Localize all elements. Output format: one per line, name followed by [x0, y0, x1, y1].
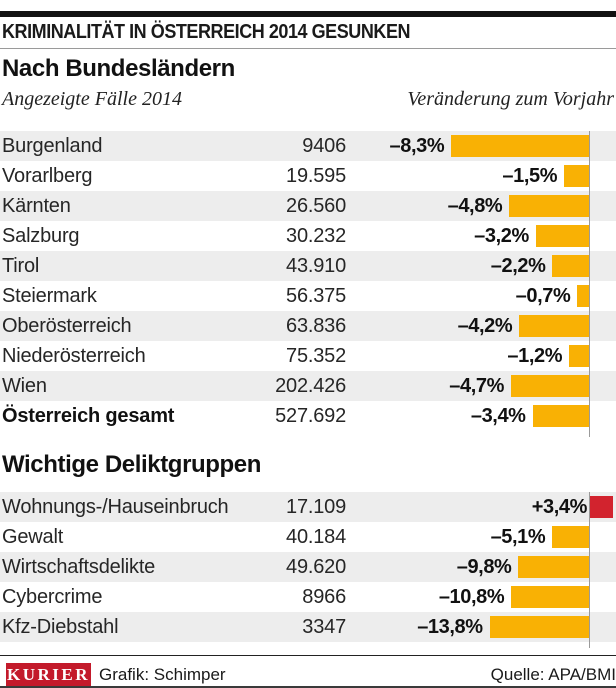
- row-cases-value: 63.836: [286, 315, 346, 337]
- zero-baseline-section2: [589, 492, 590, 648]
- row-label: Kfz-Diebstahl: [2, 616, 119, 638]
- bar-negative: [511, 586, 589, 608]
- row-cases-value: 26.560: [286, 195, 346, 217]
- row-label: Steiermark: [2, 285, 97, 307]
- table-row: [0, 612, 616, 642]
- column-label-cases: Angezeigte Fälle 2014: [2, 88, 182, 110]
- row-label: Gewalt: [2, 526, 64, 548]
- row-change-label: –9,8%: [456, 556, 512, 578]
- bar-negative: [511, 375, 589, 397]
- table-row: [0, 131, 616, 161]
- table-row: [0, 371, 616, 401]
- table-row: [0, 582, 616, 612]
- row-change-label: –5,1%: [490, 526, 546, 548]
- table-row: [0, 281, 616, 311]
- row-cases-value: 3347: [302, 616, 346, 638]
- page-title: KRIMINALITÄT IN ÖSTERREICH 2014 GESUNKEN: [2, 21, 411, 43]
- row-change-label: –4,8%: [447, 195, 503, 217]
- data-source: Quelle: APA/BMI: [490, 665, 616, 684]
- row-change-label: –1,2%: [507, 345, 563, 367]
- bar-negative: [536, 225, 589, 247]
- bar-negative: [552, 255, 589, 277]
- row-label: Oberösterreich: [2, 315, 132, 337]
- row-change-label: –1,5%: [502, 165, 558, 187]
- row-cases-value: 19.595: [286, 165, 346, 187]
- row-label: Salzburg: [2, 225, 80, 247]
- row-change-label: –3,2%: [474, 225, 529, 247]
- bar-negative: [564, 165, 589, 187]
- row-label: Burgenland: [2, 135, 103, 157]
- row-cases-value: 49.620: [286, 556, 346, 578]
- title-underline: [0, 48, 616, 49]
- row-change-label: –4,7%: [449, 375, 504, 397]
- row-label: Tirol: [2, 255, 40, 277]
- row-change-label: +3,4%: [531, 496, 587, 518]
- table-row: [0, 251, 616, 281]
- row-cases-value: 527.692: [275, 405, 346, 427]
- graphic-credit: Grafik: Schimper: [99, 665, 226, 684]
- row-label: Cybercrime: [2, 586, 103, 608]
- zero-baseline-section1: [589, 131, 590, 437]
- top-rule: [0, 11, 616, 17]
- table-row: [0, 401, 616, 431]
- row-cases-value: 9406: [302, 135, 346, 157]
- column-label-change: Veränderung zum Vorjahr: [407, 88, 614, 110]
- kurier-logo: KURIER: [6, 665, 90, 684]
- row-cases-value: 43.910: [286, 255, 346, 277]
- row-label: Wohnungs-/Hauseinbruch: [2, 496, 229, 518]
- row-cases-value: 40.184: [286, 526, 346, 548]
- row-cases-value: 202.426: [275, 375, 346, 397]
- table-row: [0, 221, 616, 251]
- row-cases-value: 30.232: [286, 225, 346, 247]
- bar-negative: [533, 405, 589, 427]
- row-change-label: –2,2%: [490, 255, 546, 277]
- table-row: [0, 522, 616, 552]
- table-row: [0, 311, 616, 341]
- row-label: Wien: [2, 375, 47, 397]
- bar-negative: [552, 526, 589, 548]
- row-cases-value: 17.109: [286, 496, 346, 518]
- bar-negative: [577, 285, 589, 307]
- bar-negative: [490, 616, 589, 638]
- row-change-label: –8,3%: [389, 135, 445, 157]
- table-row: [0, 191, 616, 221]
- row-label: Vorarlberg: [2, 165, 93, 187]
- section-heading-bundeslaender: Nach Bundesländern: [2, 55, 235, 82]
- table-row: [0, 552, 616, 582]
- row-cases-value: 56.375: [286, 285, 346, 307]
- table-row: [0, 492, 616, 522]
- row-change-label: –13,8%: [417, 616, 483, 638]
- bar-negative: [569, 345, 589, 367]
- row-change-label: –0,7%: [515, 285, 571, 307]
- row-label: Österreich gesamt: [2, 405, 175, 427]
- row-cases-value: 8966: [302, 586, 346, 608]
- footer-rule: [0, 655, 616, 656]
- bar-negative: [519, 315, 589, 337]
- bar-negative: [518, 556, 589, 578]
- bar-positive: [589, 496, 613, 518]
- row-cases-value: 75.352: [286, 345, 346, 367]
- row-label: Wirtschaftsdelikte: [2, 556, 156, 578]
- row-label: Niederösterreich: [2, 345, 146, 367]
- section-heading-deliktgruppen: Wichtige Deliktgruppen: [2, 451, 261, 478]
- row-change-label: –4,2%: [457, 315, 513, 337]
- table-row: [0, 341, 616, 371]
- row-label: Kärnten: [2, 195, 71, 217]
- bar-negative: [451, 135, 589, 157]
- bar-negative: [509, 195, 589, 217]
- table-row: [0, 161, 616, 191]
- row-change-label: –10,8%: [438, 586, 505, 608]
- row-change-label: –3,4%: [470, 405, 526, 427]
